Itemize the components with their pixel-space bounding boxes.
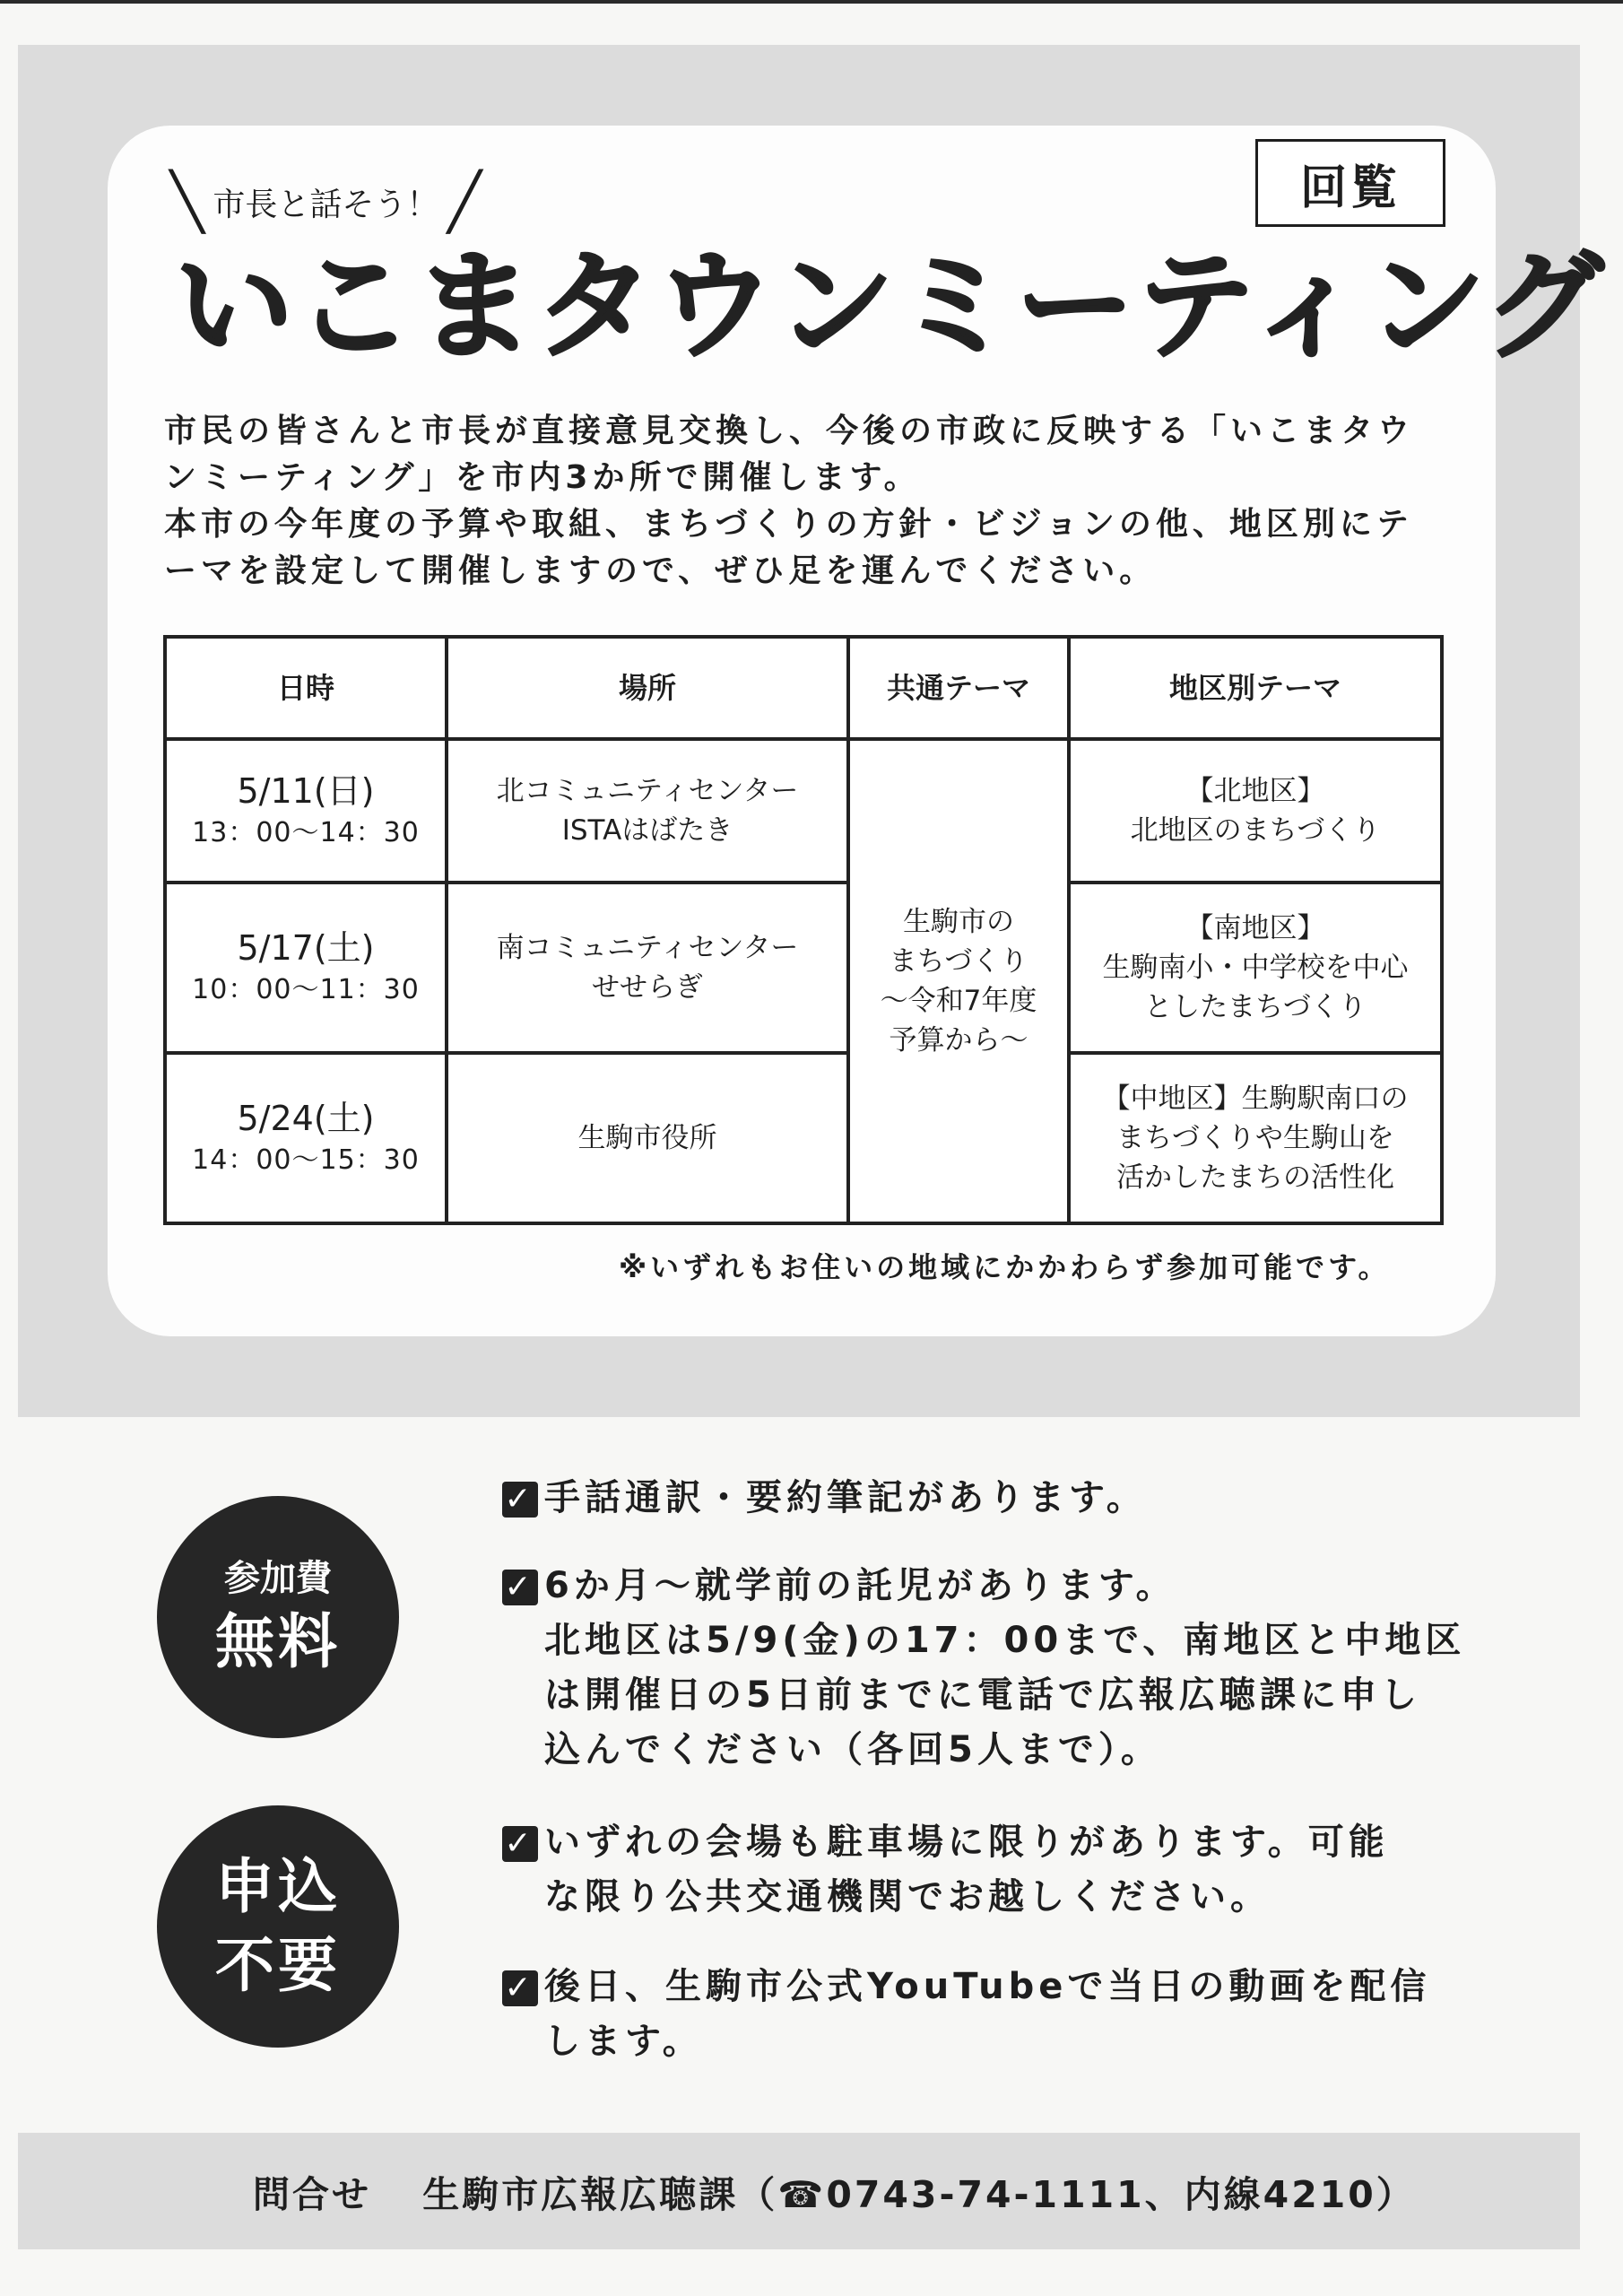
table-header-row [165,637,1442,739]
note-line: 北地区は5/9(金)の17：00まで、南地区と中地区 [544,1620,1466,1661]
contact-details: 生駒市広報広聴課（☎0743-74-1111、内線4210） [422,2172,1416,2216]
venue-line: せせらぎ [592,971,703,1004]
time-text: 13：00〜14：30 [192,817,420,848]
venue-line: 生駒市役所 [577,1122,717,1154]
common-theme-cell [848,739,1069,1223]
time-text: 10：00〜11：30 [192,974,420,1005]
fee-value: 無料 [215,1607,341,1676]
tagline [170,170,482,233]
note-line: 込んでください（各回5人まで）。 [544,1729,1161,1770]
header-district-theme: 地区別テーマ [1069,637,1442,739]
page-title: いこまタウンミーティング [175,238,1605,376]
intro-line: ンミーティング」を市内3か所で開催します。 [164,459,921,496]
district-theme-line: 【南地区】 [1185,912,1325,944]
district-theme-cell [1069,1053,1442,1223]
note-line: は開催日の5日前までに電話で広報広聴課に申し [544,1674,1421,1716]
slash-right-icon: ╱ [447,169,482,234]
venue-cell [447,1053,848,1223]
header-venue: 場所 [447,637,848,739]
registration-line: 申込 [215,1852,341,1921]
list-item [498,1815,1520,1925]
district-theme-line: 【中地区】生駒駅南口の [1102,1083,1409,1115]
time-text: 14：00〜15：30 [192,1144,420,1176]
checkbox-checked-icon: ✓ [502,1570,538,1605]
contact-info [253,2165,1416,2218]
district-theme-line: 【北地区】 [1185,775,1325,807]
intro-line: ーマを設定して開催しますので、ぜひ足を運んでください。 [164,552,1157,589]
datetime-cell [165,1053,447,1223]
venue-cell [447,883,848,1053]
page-edge [0,0,1623,4]
common-theme-line: 〜令和7年度 [880,985,1037,1017]
eligibility-note: ※いずれもお住いの地域にかかわらず参加可能です。 [619,1250,1391,1284]
checkbox-checked-icon: ✓ [502,1970,538,2006]
table-row [165,1053,1442,1223]
venue-line: 北コミュニティセンター [496,775,799,807]
note-line: な限り公共交通機関でお越しください。 [544,1876,1271,1918]
schedule-table [163,635,1444,1225]
header-common-theme: 共通テーマ [848,637,1069,739]
slash-left-icon: ╲ [170,169,204,234]
checkbox-checked-icon: ✓ [502,1826,538,1862]
common-theme-line: 生駒市の [903,906,1014,938]
district-theme-line: まちづくりや生駒山を [1116,1122,1394,1154]
registration-line: 不要 [215,1931,341,2000]
note-line: 手話通訳・要約筆記があります。 [544,1477,1147,1518]
common-theme-line: 予算から〜 [889,1024,1028,1057]
datetime-cell [165,883,447,1053]
header-datetime: 日時 [165,637,447,739]
note-line: します。 [544,2021,703,2062]
intro-paragraph [164,408,1437,595]
district-theme-line: 生駒南小・中学校を中心 [1102,952,1409,984]
checkbox-checked-icon: ✓ [502,1482,538,1518]
contact-bar [18,2133,1580,2249]
table-row [165,739,1442,883]
intro-line: 市民の皆さんと市長が直接意見交換し、今後の市政に反映する「いこまタウ [164,413,1415,449]
fee-badge [157,1496,399,1738]
fee-label: 参加費 [224,1558,332,1599]
intro-line: 本市の今年度の予算や取組、まちづくりの方針・ビジョンの他、地区別にテ [164,506,1413,543]
note-line: いずれの会場も駐車場に限りがあります。可能 [544,1822,1389,1863]
district-theme-cell [1069,883,1442,1053]
date-text: 5/17(土) [237,928,375,968]
list-item [498,1960,1520,2069]
list-item [498,1559,1520,1778]
venue-line: 南コミュニティセンター [496,932,799,964]
datetime-cell [165,739,447,883]
venue-cell [447,739,848,883]
circular-stamp: 回覧 [1255,139,1445,227]
district-theme-line: としたまちづくり [1144,991,1367,1023]
date-text: 5/24(土) [237,1099,375,1138]
list-item [498,1471,1520,1526]
note-line: 6か月〜就学前の託児があります。 [544,1565,1176,1606]
venue-line: ISTAはばたき [561,814,733,847]
district-theme-cell [1069,739,1442,883]
common-theme-line: まちづくり [889,945,1028,978]
district-theme-line: 北地区のまちづくり [1130,814,1381,847]
district-theme-line: 活かしたまちの活性化 [1116,1161,1394,1194]
date-text: 5/11(日) [237,771,375,811]
contact-label: 問合せ [253,2172,371,2216]
tagline-text: 市長と話そう！ [213,186,439,223]
table-row [165,883,1442,1053]
registration-badge [157,1805,399,2048]
note-line: 後日、生駒市公式YouTubeで当日の動画を配信 [544,1966,1431,2007]
